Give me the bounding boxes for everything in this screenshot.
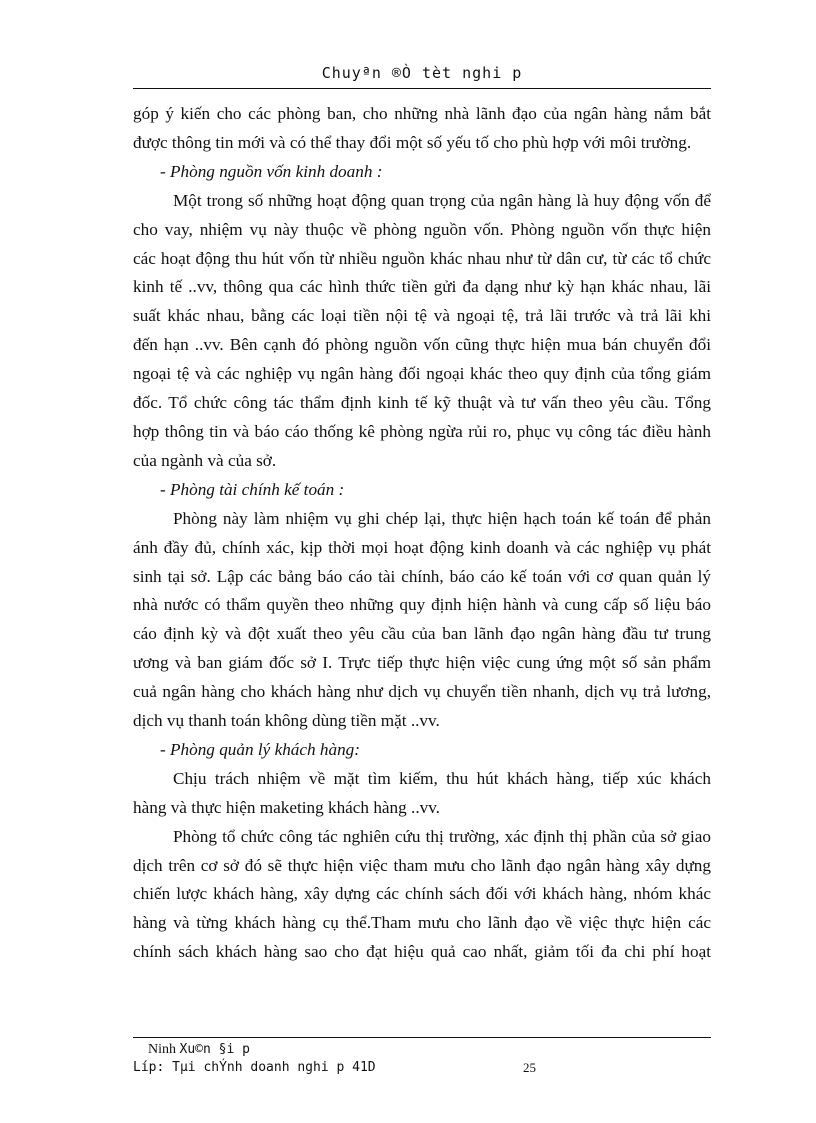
paragraph-line: cuả ngân hàng cho khách hàng như dịch vụ chuyển tiền nhanh, dịch vụ trả lương, [133,682,711,702]
paragraph-line: hợp thông tin và báo cáo thống kê phòng ngừa rủi ro, phục vụ công tác điều hành [133,421,711,441]
footer-author [148,1042,250,1058]
paragraph-line: sinh tại sở. Lập các bảng báo cáo tài chính, báo cáo kế toán với cơ quan quản lý [133,566,711,586]
paragraph-line: hàng và thực hiện maketing khách hàng ..vv. [133,797,440,817]
footer-class-label: Líp: Tµi chÝnh doanh nghi p 41D [133,1060,376,1075]
footer-author-prefix: Ninh [148,1042,176,1057]
paragraph-line: Chịu trách nhiệm về mặt tìm kiếm, thu hút khách hàng, tiếp xúc khách [173,768,711,788]
paragraph-line: kinh tế ..vv, thông qua các hình thức tiền gửi đa dạng như kỳ hạn khác nhau, lãi [133,277,711,297]
paragraph-line: Phòng này làm nhiệm vụ ghi chép lại, thực hiện hạch toán kế toán để phản [173,508,711,528]
section-heading: - Phòng nguồn vốn kinh doanh : [160,161,383,181]
paragraph-line: dịch trên cơ sở đó sẽ thực hiện việc tham mưu cho lãnh đạo ngân hàng xây dựng [133,855,711,875]
paragraph-line: ngoại tệ và các nghiệp vụ ngân hàng đối ngoại khác theo quy định của tổng giám [133,364,711,384]
paragraph-line: chính sách khách hàng sao cho đạt hiệu quả cao nhất, giảm tối đa chi phí hoạt [133,942,711,962]
paragraph-line: suất khác nhau, bằng các loại tiền nội tệ và ngoại tệ, trả lãi trước và trả lãi khi [133,306,711,326]
paragraph-line: được thông tin mới và có thể thay đổi một số yếu tố cho phù hợp với môi trường. [133,132,692,152]
paragraph-line: cáo định kỳ và đột xuất theo yêu cầu của ban lãnh đạo ngân hàng đầu tư trung [133,624,711,644]
paragraph-line: Phòng tổ chức công tác nghiên cứu thị trường, xác định thị phần của sở giao [173,826,711,846]
paragraph-line: của ngành và của sở. [133,450,277,470]
page-header-title: Chuyªn ®Ò tèt nghi p [321,64,523,82]
paragraph-line: chiến lược khách hàng, xây dựng các chính sách đối với khách hàng, nhóm khác [133,884,711,904]
paragraph-line: các hoạt động thu hút vốn từ nhiều nguồn khác nhau như từ dân cư, từ các tổ chức [133,248,711,268]
paragraph-line: đốc. Tổ chức công tác thẩm định kinh tế kỹ thuật và tư vấn theo yêu cầu. Tổng [133,393,711,413]
paragraph-line: Một trong số những hoạt động quan trọng của ngân hàng là huy động vốn để [173,190,711,210]
paragraph-line: ương và ban giám đốc sở I. Trực tiếp thực hiện việc cung ứng một số sản phẩm [133,653,711,673]
footer-divider [133,1037,711,1038]
footer-author-name: Xu©n §i p [179,1042,250,1057]
paragraph-line: hàng và từng khách hàng cụ thể.Tham mưu cho lãnh đạo về việc thực hiện các [133,913,711,933]
paragraph-line: góp ý kiến cho các phòng ban, cho những nhà lãnh đạo của ngân hàng nắm bắt [133,104,711,123]
paragraph-line: ánh đầy đủ, chính xác, kịp thời mọi hoạt động kinh doanh và các nghiệp vụ phát [133,537,711,557]
section-heading: - Phòng tài chính kế toán : [160,479,345,499]
paragraph-line: dịch vụ thanh toán không dùng tiền mặt ..vv. [133,711,440,731]
paragraph-line: nhà nước có thẩm quyền theo những quy định hiện hành và cung cấp số liệu báo [133,595,711,615]
section-heading: - Phòng quản lý khách hàng: [160,739,360,759]
header-divider [133,88,711,89]
page-number: 25 [523,1060,536,1075]
paragraph-line: cho vay, nhiệm vụ này thuộc về phòng nguồn vốn. Phòng nguồn vốn thực hiện [133,219,711,239]
document-body [133,100,711,967]
paragraph-line: đến hạn ..vv. Bên cạnh đó phòng nguồn vốn cũng thực hiện mua bán chuyển đổi [133,335,711,355]
